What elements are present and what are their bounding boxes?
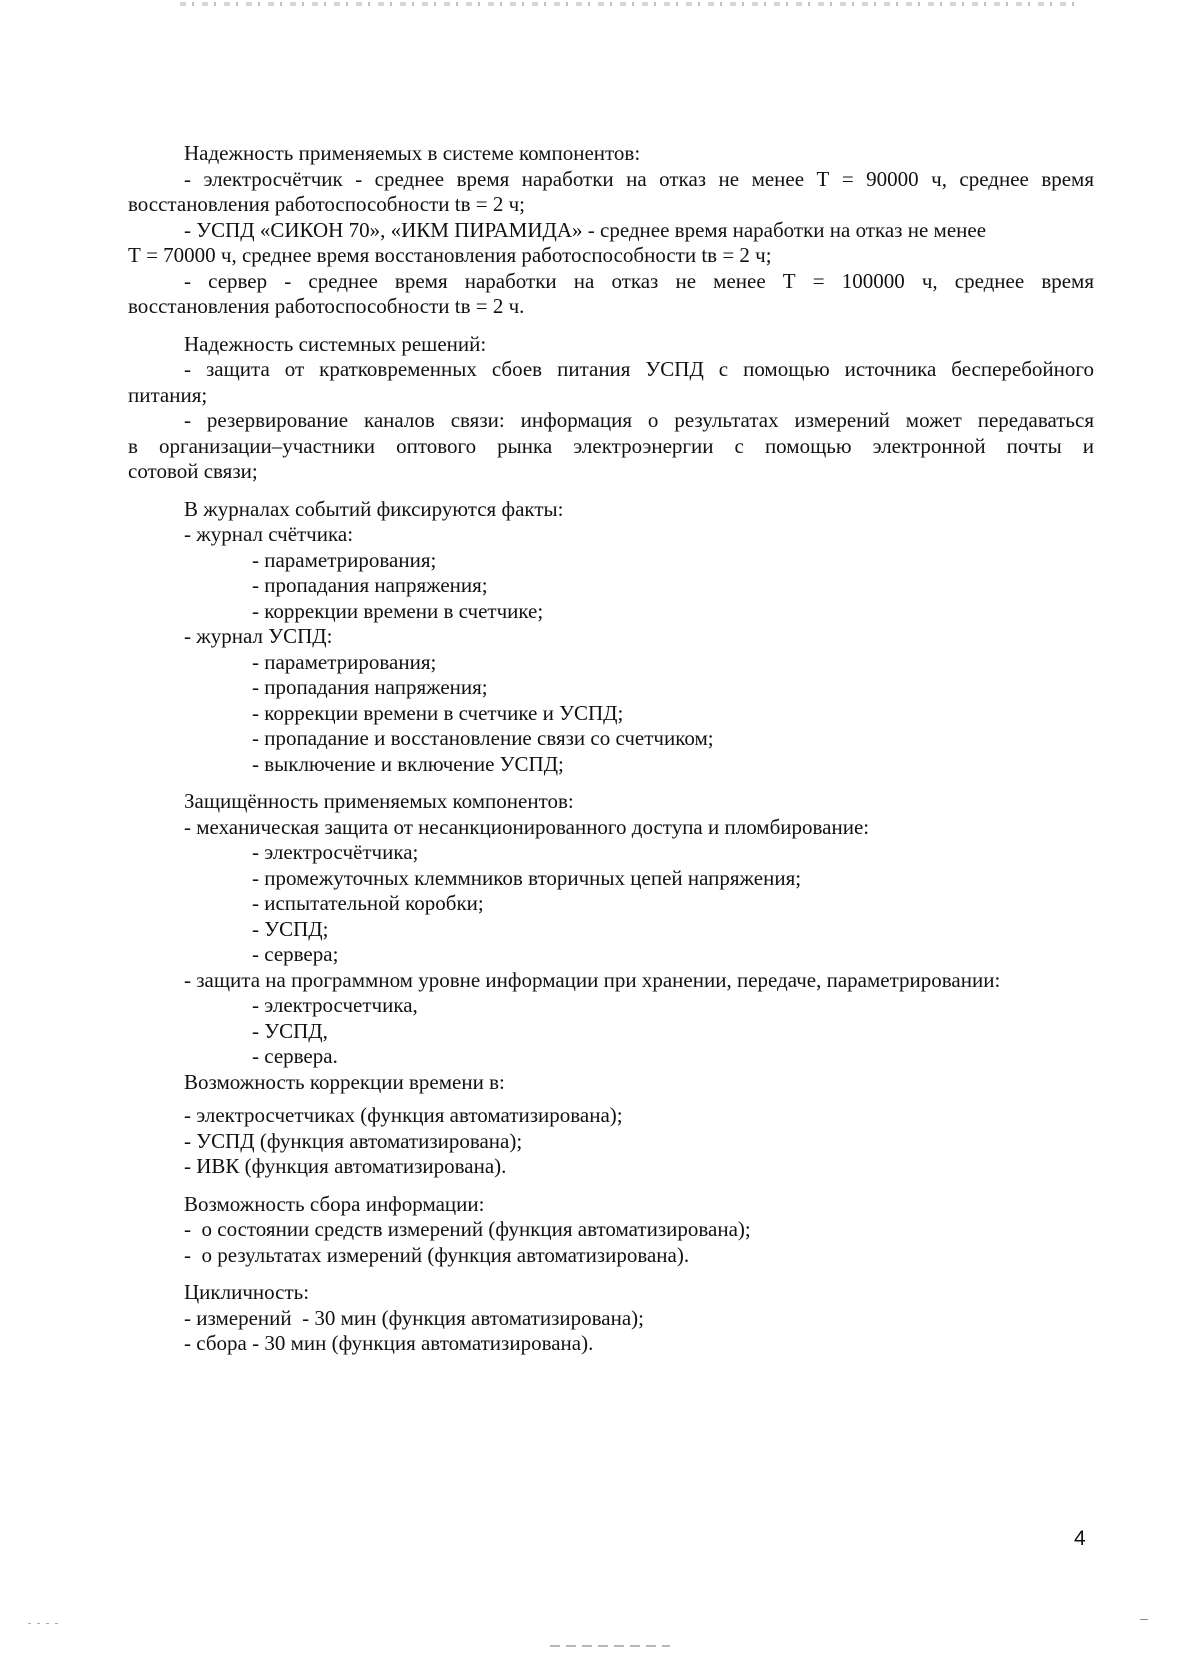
paragraph-line: Т = 70000 ч, среднее время восстановления работоспособности tв = 2 ч;	[128, 243, 772, 267]
paragraph-line: в организации–участники оптового рынка электроэнергии с помощью электронной почты и	[128, 433, 1094, 458]
list-item: - коррекции времени в счетчике и УСПД;	[252, 700, 624, 725]
list-item: - электросчётчика;	[252, 840, 419, 864]
list-item: - о результатах измерений (функция автоматизирована).	[184, 1242, 690, 1267]
list-item: - пропадание и восстановление связи со счетчиком;	[252, 726, 714, 750]
list-item: - измерений - 30 мин (функция автоматизирована);	[184, 1305, 644, 1330]
section-event-logs	[128, 497, 1094, 778]
list-item: - параметрирования;	[252, 547, 437, 572]
paragraph-line: питания;	[128, 382, 208, 407]
list-group-title: - журнал УСПД:	[184, 624, 333, 648]
list-item: - УСПД;	[252, 916, 329, 941]
section-heading: Цикличность:	[184, 1280, 310, 1304]
scan-artifact-right	[1140, 1619, 1148, 1620]
list-item: - выключение и включение УСПД;	[252, 751, 564, 776]
paragraph-line: - электросчётчик - среднее время наработки на отказ не менее Т = 90000 ч, среднее время	[184, 166, 1094, 191]
section-heading: Возможность коррекции времени в:	[184, 1069, 505, 1094]
paragraph-line: - УСПД «СИКОН 70», «ИКМ ПИРАМИДА» - среднее время наработки на отказ не менее	[184, 217, 987, 242]
section-heading: Возможность сбора информации:	[184, 1191, 485, 1216]
section-reliability-components	[128, 141, 1094, 320]
list-item: - УСПД (функция автоматизирована);	[184, 1128, 523, 1153]
paragraph-line: - сервер - среднее время наработки на отказ не менее Т = 100000 ч, среднее время	[184, 268, 1094, 293]
list-group-title: - защита на программном уровне информации при хранении, передаче, параметрировании:	[184, 967, 1001, 992]
paragraph-line: сотовой связи;	[128, 459, 258, 483]
list-item: - УСПД,	[252, 1018, 328, 1043]
paragraph-line: - защита от кратковременных сбоев питания УСПД с помощью источника бесперебойного	[184, 357, 1094, 381]
section-heading: В журналах событий фиксируются факты:	[184, 496, 564, 521]
section-heading: Надежность применяемых в системе компонентов:	[184, 141, 641, 165]
list-item: - коррекции времени в счетчике;	[252, 598, 544, 623]
section-data-collection	[128, 1192, 1094, 1269]
list-item: - электросчетчика,	[252, 993, 418, 1017]
section-cyclicity	[128, 1280, 1094, 1357]
list-item: - сервера.	[252, 1044, 338, 1068]
list-item: - промежуточных клеммников вторичных цепей напряжения;	[252, 865, 802, 890]
list-item: - испытательной коробки;	[252, 891, 484, 915]
list-item: - параметрирования;	[252, 649, 437, 674]
list-item: - о состоянии средств измерений (функция автоматизирована);	[184, 1217, 751, 1241]
scan-artifact-left	[28, 1623, 58, 1624]
section-time-correction	[128, 1070, 1094, 1180]
scan-artifact-top	[180, 2, 1080, 6]
section-protection	[128, 789, 1094, 1070]
page-number: 4	[1074, 1527, 1086, 1550]
section-heading: Защищённость применяемых компонентов:	[184, 789, 574, 813]
list-item: - ИВК (функция автоматизирована).	[184, 1154, 507, 1178]
paragraph-line: восстановления работоспособности tв = 2 ч;	[128, 192, 525, 216]
paragraph-line: восстановления работоспособности tв = 2 ч.	[128, 294, 525, 318]
list-item: - сервера;	[252, 942, 339, 966]
page-content	[128, 141, 1094, 1357]
paragraph-line: - резервирование каналов связи: информация о результатах измерений может передаваться	[184, 408, 1094, 432]
list-group-title: - журнал счётчика:	[184, 522, 354, 546]
scan-artifact-bottom	[550, 1645, 670, 1647]
section-reliability-system	[128, 332, 1094, 485]
list-item: - пропадания напряжения;	[252, 573, 488, 597]
section-heading: Надежность системных решений:	[184, 331, 487, 356]
list-item: - сбора - 30 мин (функция автоматизирована).	[184, 1331, 594, 1355]
list-item: - пропадания напряжения;	[252, 675, 488, 699]
list-item: - электросчетчиках (функция автоматизирована);	[184, 1103, 623, 1127]
list-group-title: - механическая защита от несанкционированного доступа и пломбирование:	[184, 814, 870, 839]
